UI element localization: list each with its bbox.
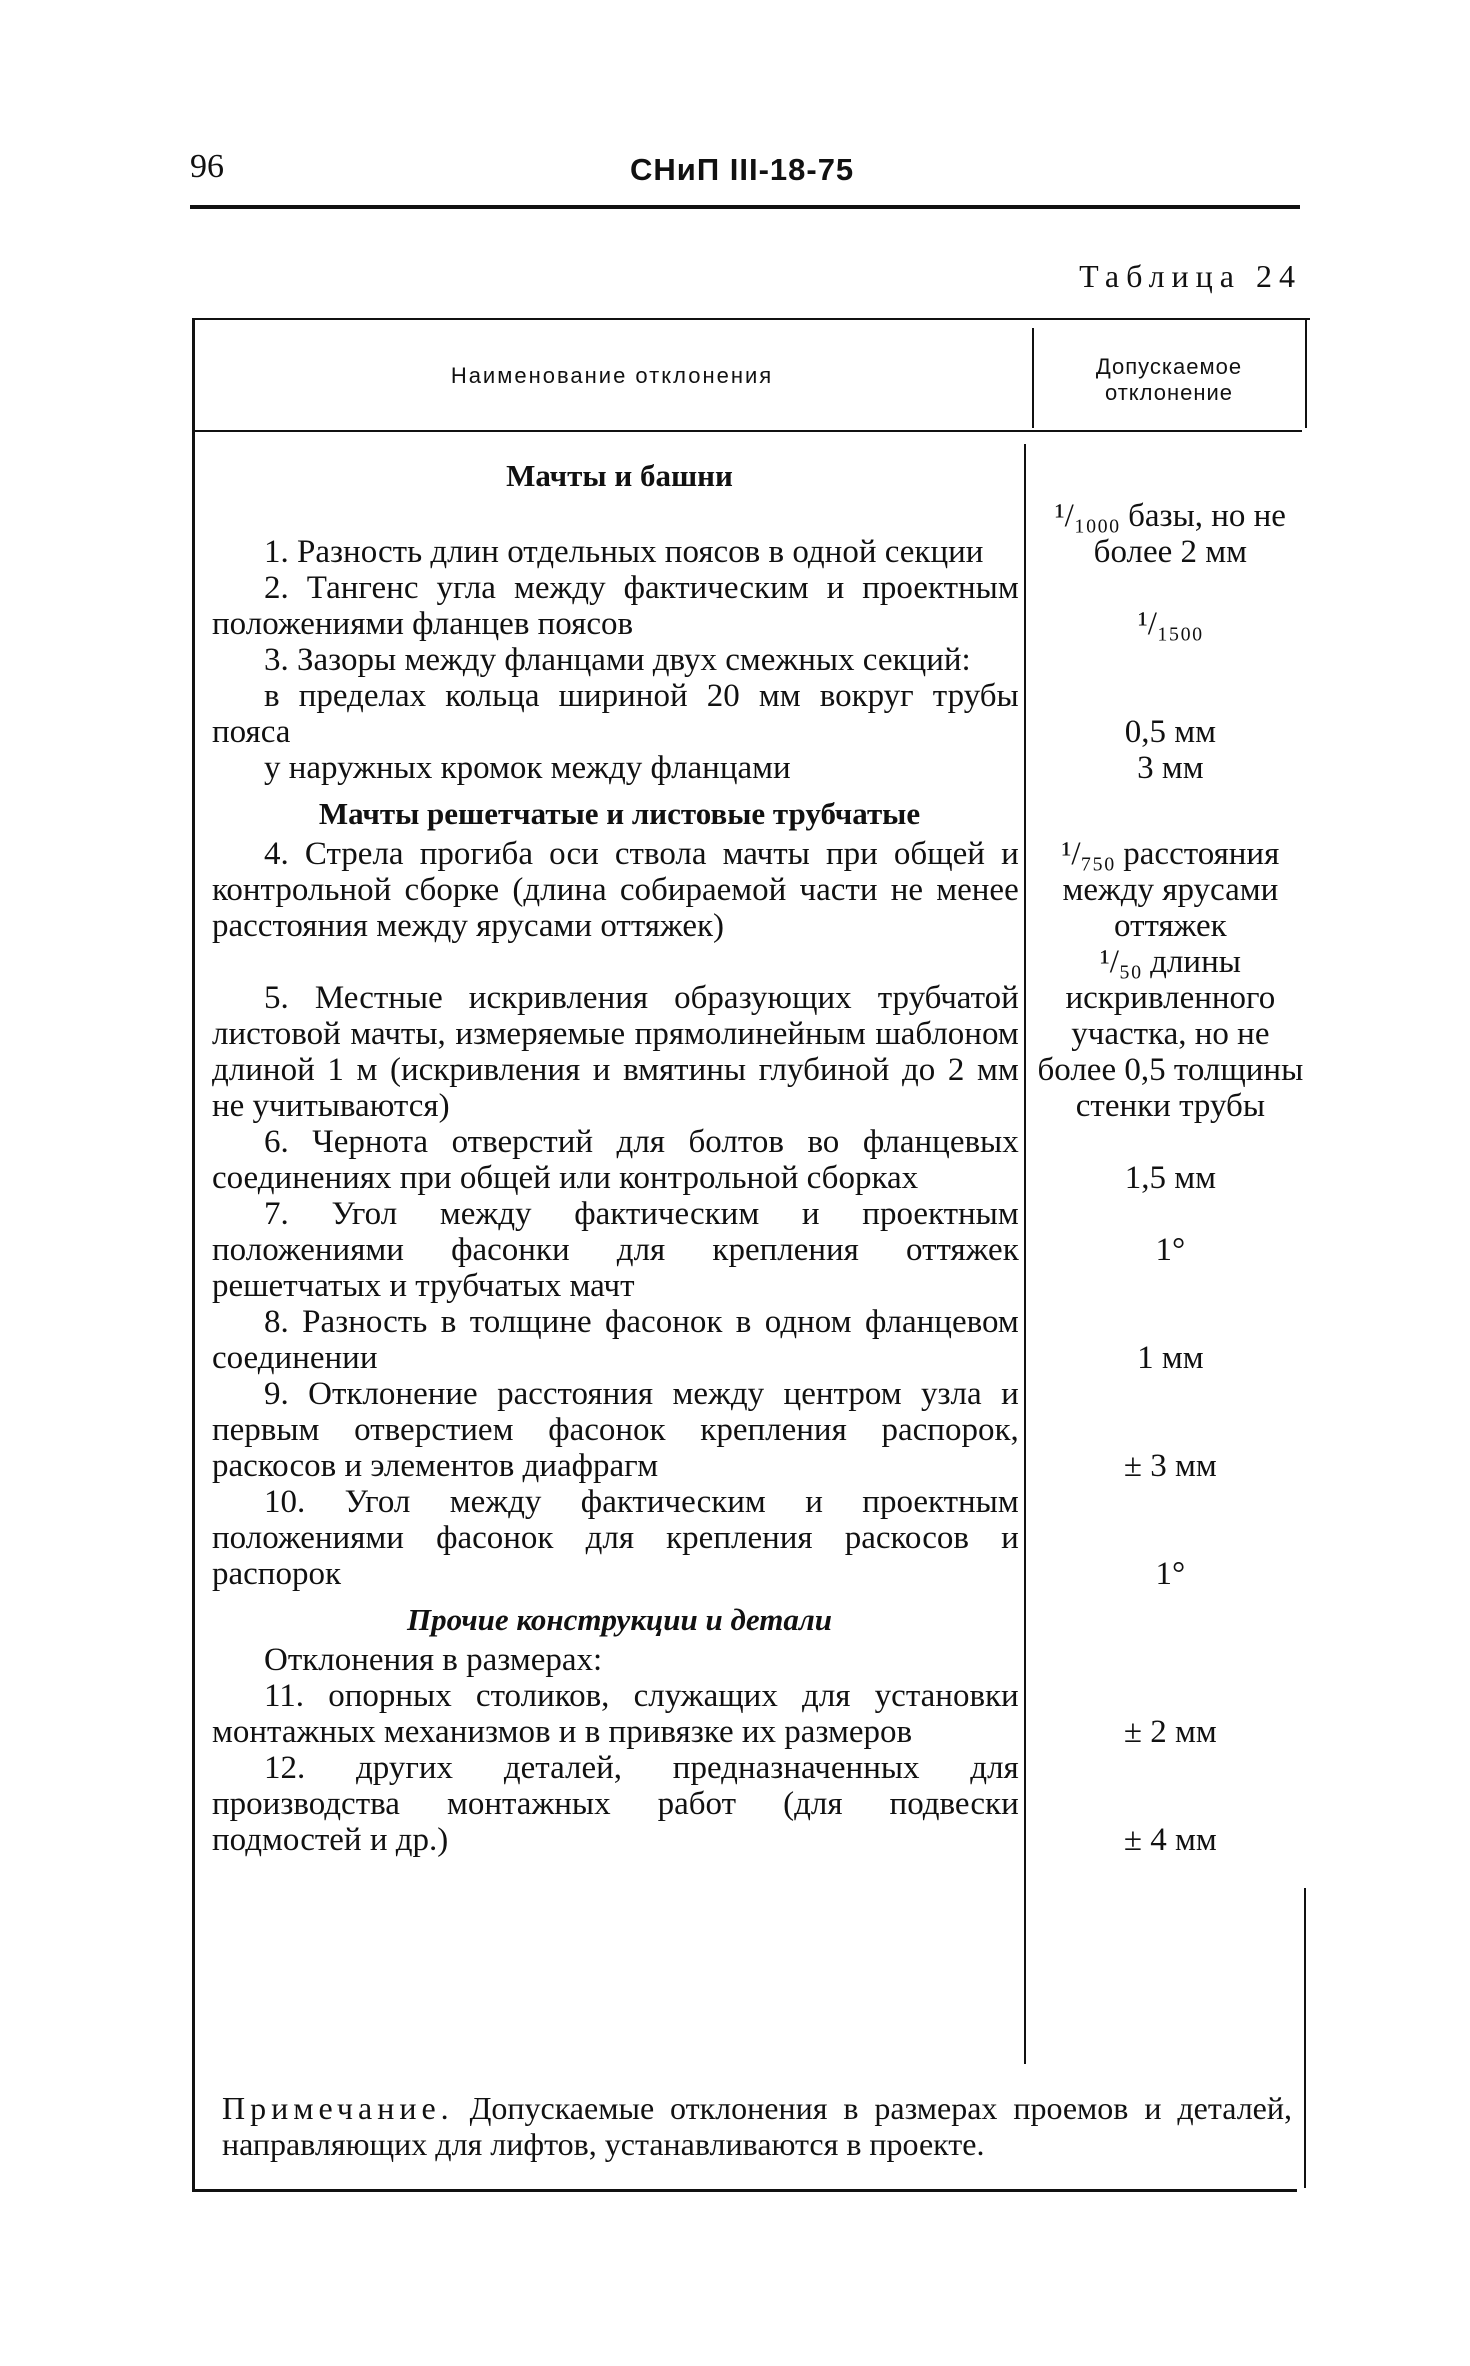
- table-row: [212, 642, 1304, 678]
- table-row: [212, 498, 1304, 570]
- deviation-label: 3. Зазоры между фланцами двух смежных секций:: [264, 642, 971, 678]
- page-number: 96: [190, 148, 224, 185]
- table-row: [212, 570, 1304, 642]
- deviation-text: [212, 1124, 1019, 1196]
- deviation-text: [212, 534, 1019, 570]
- table-header-rule: [192, 430, 1302, 432]
- deviation-label: 7. Угол между фактическим и проектным положениями фасонки для крепления оттяжек решетчатых и трубчатых мачт: [212, 1196, 1019, 1304]
- deviation-text: [212, 678, 1019, 750]
- table-row: [212, 750, 1304, 786]
- tolerance-value: ¹/₅₀ длины искривленного участка, но не более 0,5 толщины стенки трубы: [1037, 944, 1304, 1124]
- table-row: [212, 678, 1304, 750]
- deviation-label: 10. Угол между фактическим и проектным положениями фасонок для крепления раскосов и распорок: [212, 1484, 1019, 1592]
- table-right-border-body: [1304, 1888, 1306, 2188]
- table-row: [212, 1750, 1304, 1858]
- table-row: [212, 836, 1304, 944]
- deviation-label: 6. Чернота отверстий для болтов во фланцевых соединениях при общей или контрольной сборках: [212, 1124, 1019, 1196]
- deviation-label: в пределах кольца шириной 20 мм вокруг трубы пояса: [212, 678, 1019, 750]
- deviation-label: 11. опорных столиков, служащих для установки монтажных механизмов и в привязке их размеров: [212, 1678, 1019, 1750]
- header-rule: [190, 205, 1300, 209]
- tolerance-value: ¹/₁₅₀₀: [1137, 606, 1203, 642]
- table-body: [212, 448, 1304, 1858]
- deviation-label: 12. других деталей, предназначенных для производства монтажных работ (для подвески подмостей и др.): [212, 1750, 1019, 1858]
- section-heading: Прочие конструкции и детали: [407, 1602, 832, 1637]
- deviation-text: [212, 570, 1019, 642]
- deviation-text: [212, 836, 1019, 944]
- tolerance-value: 1°: [1155, 1556, 1186, 1592]
- table-row: [212, 1376, 1304, 1484]
- deviation-text: [212, 1196, 1019, 1304]
- deviation-label: 9. Отклонение расстояния между центром узла и первым отверстием фасонок крепления распорок, раскосов и элементов диафрагм: [212, 1376, 1019, 1484]
- deviation-text: [212, 1304, 1019, 1376]
- table-top-border: [192, 318, 1310, 320]
- table-row: [212, 944, 1304, 1124]
- list-intro: [212, 1642, 1027, 1678]
- deviation-text: [212, 642, 1019, 678]
- section-heading: Мачты и башни: [506, 458, 733, 493]
- tolerance-value: 0,5 мм: [1124, 714, 1216, 750]
- tolerance-value: 3 мм: [1137, 750, 1204, 786]
- tolerance-table: [192, 318, 1310, 2192]
- column-header-tolerance: [1034, 354, 1304, 406]
- deviation-text: [212, 1376, 1019, 1484]
- deviation-label: 5. Местные искривления образующих трубчатой листовой мачты, измеряемые прямолинейным шаблоном длиной 1 м (искривления и вмятины глубиной до 2 мм не учитываются): [212, 980, 1019, 1124]
- tolerance-value: 1,5 мм: [1124, 1160, 1216, 1196]
- table-row: [212, 1304, 1304, 1376]
- list-intro-text: Отклонения в размерах:: [264, 1642, 603, 1678]
- table-caption: Таблица 24: [1079, 258, 1302, 294]
- column-header-tolerance-line2: отклонение: [1104, 380, 1234, 405]
- table-row: [212, 1678, 1304, 1750]
- tolerance-value: ¹/₇₅₀ расстояния между ярусами оттяжек: [1061, 836, 1280, 944]
- table-note: [222, 2090, 1292, 2162]
- table-row: [212, 1196, 1304, 1304]
- deviation-text: [212, 1750, 1019, 1858]
- table-left-border: [192, 318, 195, 2190]
- column-header-tolerance-line1: Допускаемое: [1095, 354, 1243, 379]
- note-text: Допускаемые отклонения в размерах проемов и деталей, направляющих для лифтов, устанавливаются в проекте.: [222, 2090, 1293, 2162]
- deviation-text: [212, 1484, 1019, 1592]
- deviation-text: [212, 1678, 1019, 1750]
- tolerance-value: 1°: [1155, 1232, 1186, 1268]
- tolerance-value: ± 3 мм: [1123, 1448, 1217, 1484]
- deviation-label: 8. Разность в толщине фасонок в одном фланцевом соединении: [212, 1304, 1019, 1376]
- table-row: [212, 1484, 1304, 1592]
- note-label: Примечание.: [222, 2090, 454, 2126]
- running-title: СНиП III-18-75: [630, 152, 855, 187]
- deviation-text: [212, 980, 1019, 1124]
- deviation-label: 1. Разность длин отдельных поясов в одной секции: [264, 534, 984, 570]
- deviation-label: у наружных кромок между фланцами: [264, 750, 791, 786]
- tolerance-value: ± 2 мм: [1123, 1714, 1217, 1750]
- tolerance-value: 1 мм: [1137, 1340, 1204, 1376]
- table-row: [212, 1124, 1304, 1196]
- column-header-deviation: Наименование отклонения: [450, 363, 774, 388]
- deviation-text: [212, 750, 1019, 786]
- tolerance-value: ¹/₁₀₀₀ базы, но не более 2 мм: [1054, 498, 1286, 570]
- deviation-label: 2. Тангенс угла между фактическим и проектным положениями фланцев поясов: [212, 570, 1019, 642]
- table-right-border-head: [1305, 318, 1307, 428]
- table-bottom-border: [192, 2189, 1297, 2192]
- section-heading: Мачты решетчатые и листовые трубчатые: [318, 796, 921, 831]
- tolerance-value: ± 4 мм: [1123, 1822, 1217, 1858]
- deviation-label: 4. Стрела прогиба оси ствола мачты при общей и контрольной сборке (длина собираемой части не менее расстояния между ярусами оттяжек): [212, 836, 1019, 944]
- page-header: [190, 148, 1300, 208]
